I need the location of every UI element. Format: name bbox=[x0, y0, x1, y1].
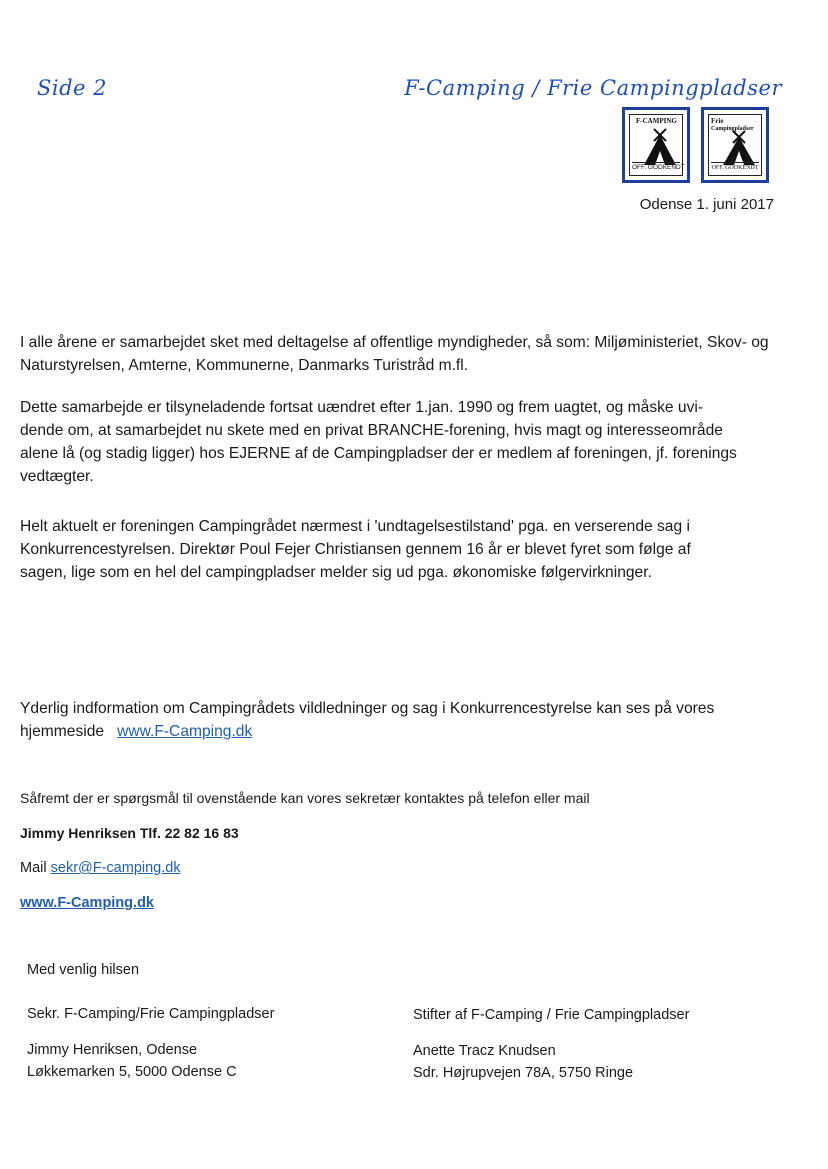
right-signature-title: Stifter af F-Camping / Frie Campingpladser bbox=[413, 1007, 690, 1023]
website-link-bold[interactable]: www.F-Camping.dk bbox=[20, 895, 154, 911]
logo-bottom-text: OFF. GODKENDT bbox=[632, 164, 685, 171]
paragraph-3 bbox=[20, 515, 810, 584]
org-title: F-Camping / Frie Campingpladser bbox=[404, 76, 782, 100]
right-signature-block bbox=[413, 1040, 633, 1084]
frie-campingpladser-logo bbox=[701, 107, 769, 183]
left-signature-name: Jimmy Henriksen, Odense bbox=[27, 1042, 198, 1058]
paragraph-2-line: Dette samarbejde er tilsyneladende fortsat uændret efter 1.jan. 1990 og frem uagtet, og måske uvi- bbox=[20, 399, 704, 416]
paragraph-3-line: Helt aktuelt er foreningen Campingrådet nærmest i 'undtagelsestilstand' pga. en verserende sag i bbox=[20, 518, 690, 535]
website-prefix: hjemmeside bbox=[20, 723, 105, 740]
paragraph-2-line: dende om, at samarbejdet nu skete med en privat BRANCHE-forening, hvis magt og interesseområde bbox=[20, 422, 723, 439]
left-signature-title: Sekr. F-Camping/Frie Campingpladser bbox=[27, 1006, 275, 1022]
logo-top-text-line2: Campingpladser bbox=[711, 126, 754, 132]
greeting: Med venlig hilsen bbox=[27, 962, 140, 978]
paragraph-4 bbox=[20, 697, 810, 743]
contact-question: Såfremt der er spørgsmål til ovenstående kan vores sekretær kontaktes på telefon eller mail bbox=[20, 790, 590, 806]
left-signature-block bbox=[27, 1039, 237, 1083]
right-signature-name: Anette Tracz Knudsen bbox=[413, 1043, 556, 1059]
contact-mail bbox=[20, 860, 181, 876]
paragraph-2-line: vedtægter. bbox=[20, 468, 94, 485]
mail-link[interactable]: sekr@F-camping.dk bbox=[50, 860, 181, 876]
logo-bottom-text: OFF. GODKENDT bbox=[711, 162, 759, 173]
paragraph-3-line: sagen, lige som en hel del campingpladser melder sig ud pga. økonomiske følgervirkninger. bbox=[20, 564, 652, 581]
mail-label: Mail bbox=[20, 860, 47, 876]
paragraph-4-line: Yderlig indformation om Campingrådets vildledninger og sag i Konkurrencestyrelse kan ses på vores bbox=[20, 700, 715, 717]
logo-top-text-line1: Frie bbox=[711, 117, 724, 125]
f-camping-logo bbox=[622, 107, 690, 183]
left-signature-address: Løkkemarken 5, 5000 Odense C bbox=[27, 1064, 237, 1080]
website-link[interactable]: www.F-Camping.dk bbox=[117, 723, 253, 740]
paragraph-3-line: Konkurrencestyrelsen. Direktør Poul Fejer Christiansen gennem 16 år er blevet fyret som følge af bbox=[20, 541, 691, 558]
letter-date: Odense 1. juni 2017 bbox=[639, 196, 774, 213]
right-signature-address: Sdr. Højrupvejen 78A, 5750 Ringe bbox=[413, 1065, 634, 1081]
paragraph-2-line: alene lå (og stadig ligger) hos EJERNE af de Campingpladser der er medlem af foreningen, jf. forenings bbox=[20, 445, 737, 462]
tent-icon bbox=[640, 127, 680, 167]
paragraph-2 bbox=[20, 396, 810, 488]
contact-name-phone: Jimmy Henriksen Tlf. 22 82 16 83 bbox=[20, 825, 239, 841]
logo-top-text: F-CAMPING bbox=[636, 117, 677, 125]
page-label: Side 2 bbox=[37, 76, 108, 100]
paragraph-1: I alle årene er samarbejdet sket med deltagelse af offentlige myndigheder, så som: Miljøministeriet, Skov- og Naturstyrelsen, Amterne, Kommunerne, Danmarks Turistråd m.fl. bbox=[20, 334, 769, 374]
contact-website bbox=[20, 895, 154, 911]
